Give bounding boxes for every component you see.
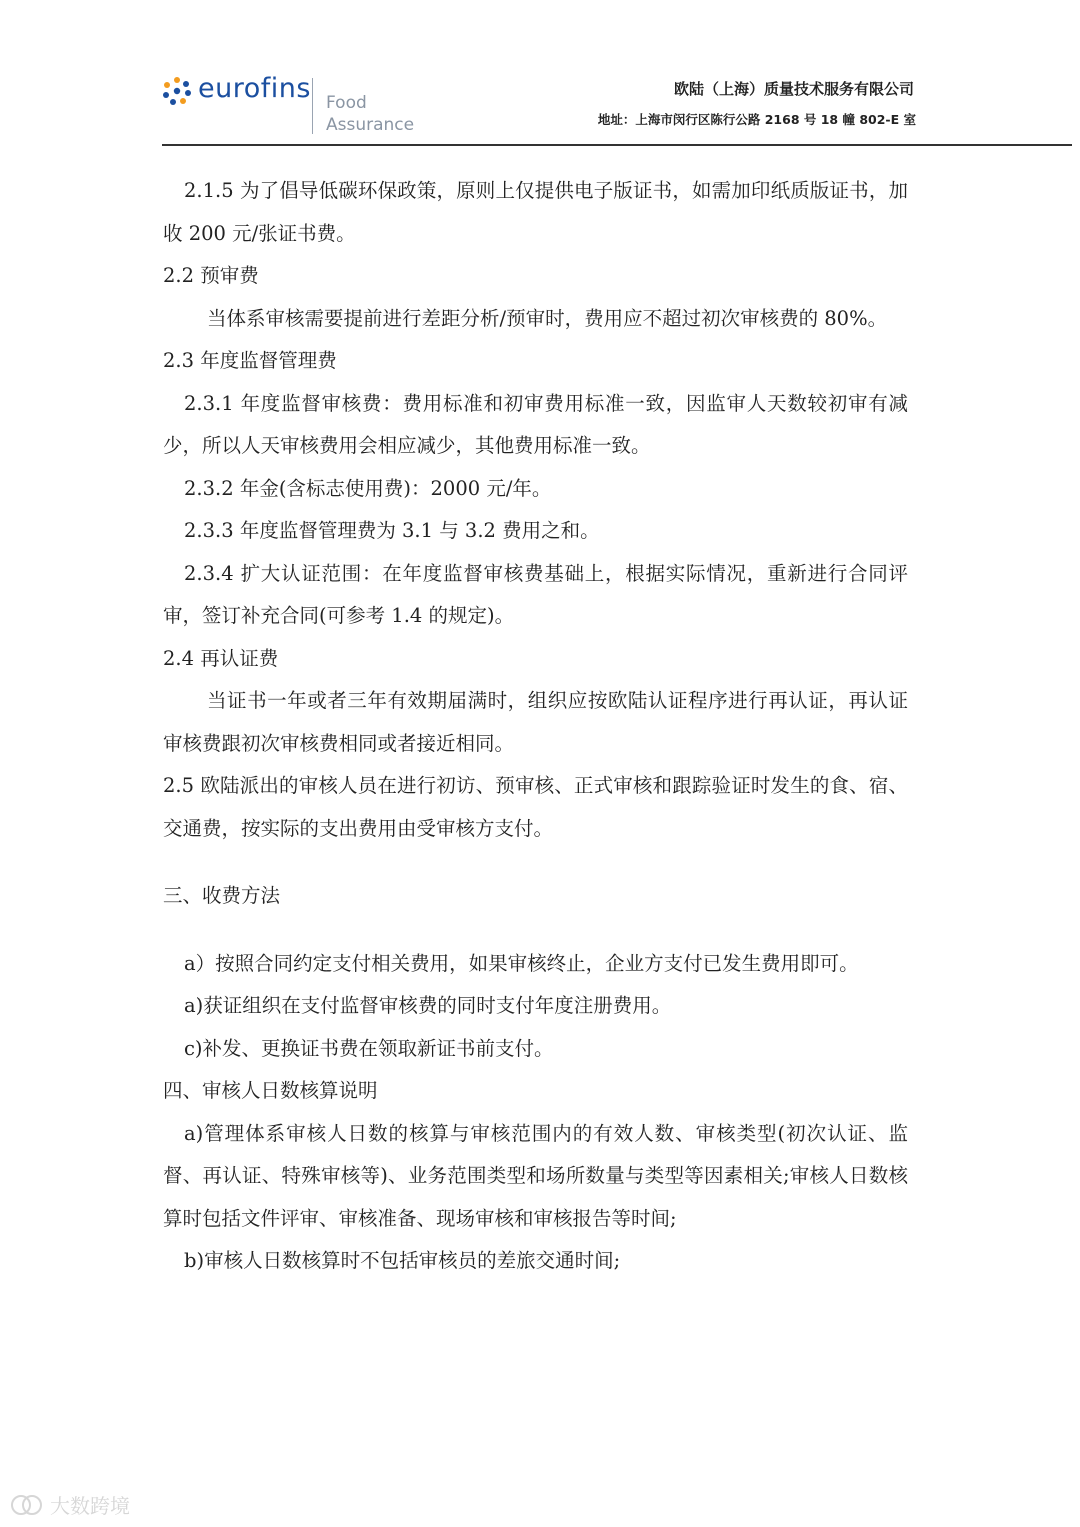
section-4-heading: 四、审核人日数核算说明 bbox=[163, 1079, 378, 1102]
section-3-heading: 三、收费方法 bbox=[163, 884, 281, 907]
heading-2-2: 2.2 预审费 bbox=[163, 264, 259, 287]
payment-item-c: c)补发、更换证书费在领取新证书前支付。 bbox=[184, 1036, 554, 1060]
logo-wordmark: eurofins bbox=[198, 73, 311, 104]
eurofins-logo bbox=[162, 72, 415, 135]
clause-2-3-3: 2.3.3 年度监督管理费为 3.1 与 3.2 费用之和。 bbox=[184, 519, 600, 542]
logo-divider bbox=[312, 78, 313, 134]
logo-sub-line2: Assurance bbox=[326, 115, 415, 135]
clause-2-5: 2.5 欧陆派出的审核人员在进行初访、预审核、正式审核和跟踪验证时发生的食、宿、交通费，按实际的支出费用由受审核方支付。 bbox=[163, 774, 908, 840]
clause-2-3-4: 2.3.4 扩大认证范围：在年度监督审核费基础上，根据实际情况，重新进行合同评审，签订补充合同(可参考 1.4 的规定)。 bbox=[163, 561, 908, 627]
heading-2-4: 2.4 再认证费 bbox=[163, 646, 279, 670]
clause-2-3-2: 2.3.2 年金(含标志使用费)：2000 元/年。 bbox=[184, 476, 552, 500]
audit-item-a: a)管理体系审核人日数的核算与审核范围内的有效人数、审核类型(初次认证、监督、再认证、特殊审核等)、业务范围类型和场所数量与类型等因素相关;审核人日数核算时包括文件评审、审核准备、现场审核和审核报告等时间; bbox=[163, 1121, 908, 1230]
heading-2-3: 2.3 年度监督管理费 bbox=[163, 349, 337, 372]
clause-2-4-text: 当证书一年或者三年有效期届满时，组织应按欧陆认证程序进行再认证，再认证审核费跟初次审核费相同或者接近相同。 bbox=[163, 689, 908, 755]
watermark-logo-icon bbox=[10, 1492, 44, 1518]
logo-subtitle bbox=[326, 92, 414, 136]
watermark-text: 大数跨境 bbox=[50, 1494, 130, 1518]
payment-item-a1: a）按照合同约定支付相关费用，如果审核终止，企业方支付已发生费用即可。 bbox=[184, 951, 859, 975]
company-address: 地址：上海市闵行区陈行公路 2168 号 18 幢 802-E 室 bbox=[597, 112, 916, 127]
logo-sub-line1: Food bbox=[326, 93, 367, 113]
eurofins-dots-icon bbox=[162, 76, 192, 106]
clause-2-3-1: 2.3.1 年度监督审核费：费用标准和初审费用标准一致，因监审人天数较初审有减少，所以人天审核费用会相应减少，其他费用标准一致。 bbox=[163, 391, 908, 457]
page-header bbox=[0, 0, 1080, 150]
clause-2-1-5: 2.1.5 为了倡导低碳环保政策，原则上仅提供电子版证书，如需加印纸质版证书，加收 200 元/张证书费。 bbox=[163, 179, 908, 245]
watermark bbox=[10, 1490, 130, 1519]
document-body bbox=[163, 170, 908, 1283]
company-name: 欧陆（上海）质量技术服务有限公司 bbox=[673, 80, 914, 98]
clause-2-2-text: 当体系审核需要提前进行差距分析/预审时，费用应不超过初次审核费的 80%。 bbox=[207, 306, 888, 330]
audit-item-b: b)审核人日数核算时不包括审核员的差旅交通时间; bbox=[184, 1249, 621, 1272]
payment-item-a2: a)获证组织在支付监督审核费的同时支付年度注册费用。 bbox=[184, 994, 672, 1017]
header-rule bbox=[162, 144, 1072, 146]
